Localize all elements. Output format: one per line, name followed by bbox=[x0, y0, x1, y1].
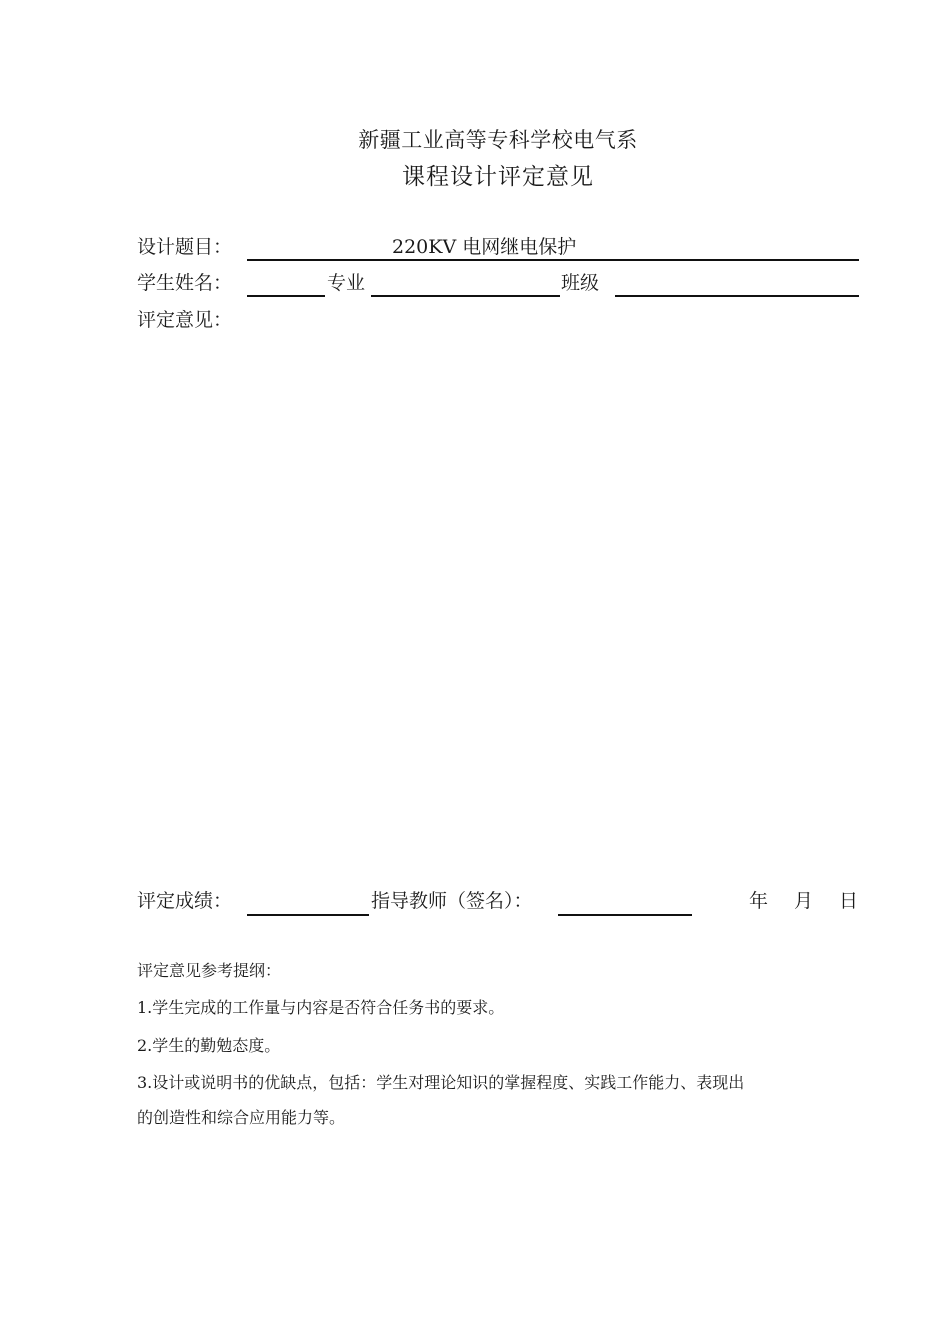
advisor-signature-field bbox=[558, 914, 692, 916]
form-title: 课程设计评定意见 bbox=[402, 164, 594, 190]
topic-label: 设计题目： bbox=[137, 236, 233, 258]
advisor-label: 指导教师（签名）： bbox=[371, 890, 533, 912]
topic-underline bbox=[247, 259, 859, 261]
notes-item-3-line-1: 3.设计或说明书的优缺点，包括：学生对理论知识的掌握程度、实践工作能力、表现出 bbox=[137, 1073, 745, 1092]
class-label: 班级 bbox=[561, 272, 600, 294]
grade-field bbox=[247, 914, 369, 916]
notes-heading: 评定意见参考提纲： bbox=[137, 961, 282, 980]
major-label: 专业 bbox=[327, 272, 366, 294]
topic-value: 220KV 电网继电保护 bbox=[392, 236, 577, 258]
evaluation-label: 评定意见： bbox=[137, 309, 233, 331]
notes-item-3-line-2: 的创造性和综合应用能力等。 bbox=[137, 1108, 346, 1127]
student-name-field bbox=[247, 295, 325, 297]
major-field bbox=[371, 295, 560, 297]
notes-item-1: 1.学生完成的工作量与内容是否符合任务书的要求。 bbox=[137, 998, 505, 1017]
student-name-label: 学生姓名： bbox=[137, 272, 233, 294]
grade-label: 评定成绩： bbox=[137, 890, 233, 912]
class-field bbox=[615, 295, 859, 297]
notes-item-2: 2.学生的勤勉态度。 bbox=[137, 1036, 281, 1055]
year-label: 年 bbox=[749, 890, 769, 912]
month-label: 月 bbox=[794, 890, 814, 912]
school-title: 新疆工业高等专科学校电气系 bbox=[358, 128, 638, 152]
day-label: 日 bbox=[839, 890, 859, 912]
